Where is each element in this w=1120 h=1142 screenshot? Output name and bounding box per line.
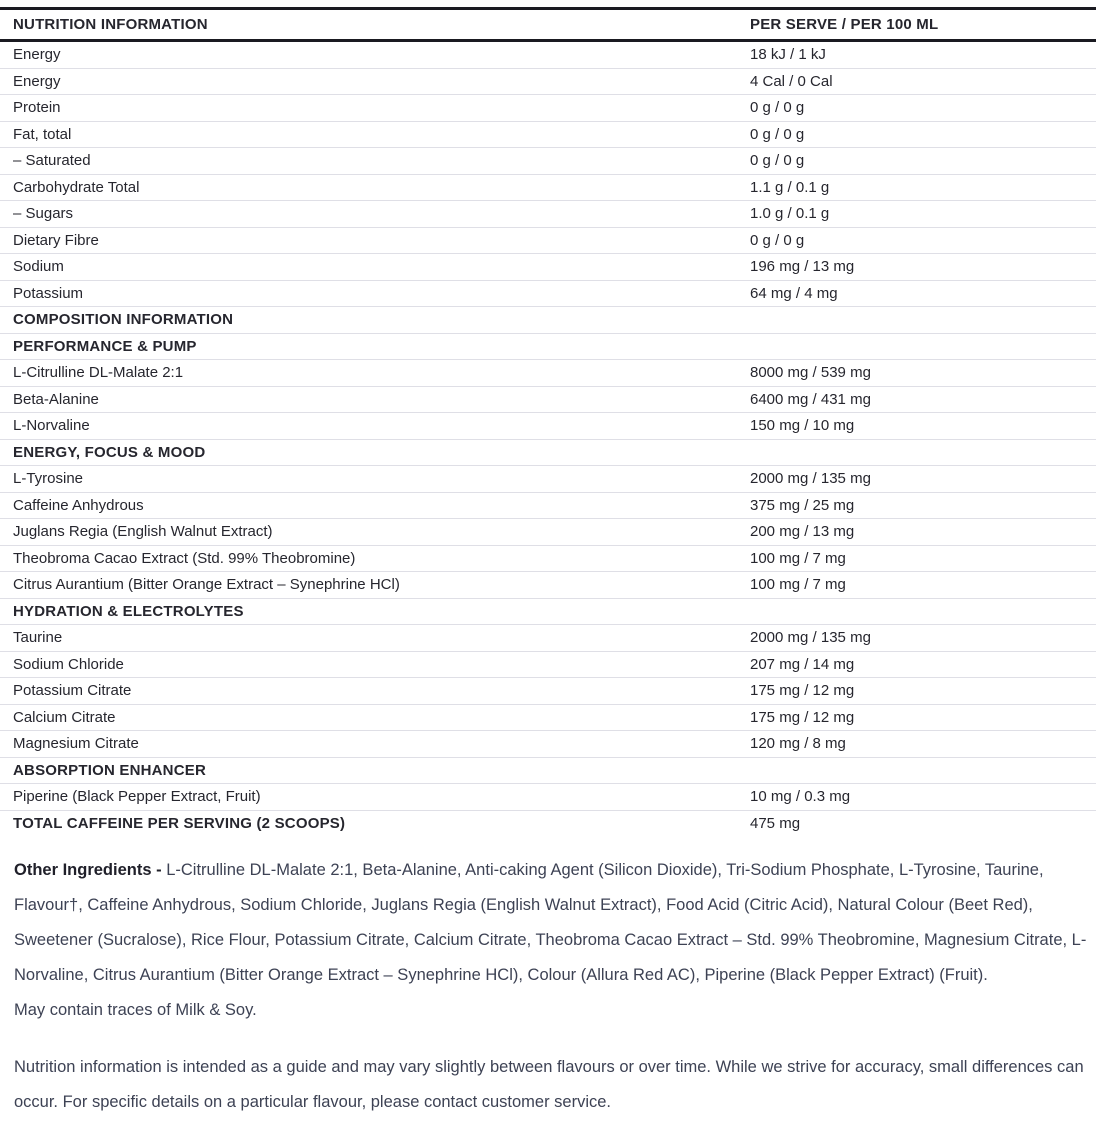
row-label: L-Norvaline <box>13 417 90 435</box>
row-label: Taurine <box>13 629 63 647</box>
row-label: Fat, total <box>13 125 72 143</box>
table-row <box>0 519 1096 546</box>
row-label: L-Citrulline DL-Malate 2:1 <box>13 364 184 382</box>
row-value: 200 mg / 13 mg <box>750 523 855 541</box>
row-value: 196 mg / 13 mg <box>750 258 855 276</box>
table-header-row <box>0 7 1096 42</box>
table-row <box>0 42 1096 69</box>
row-value: 100 mg / 7 mg <box>750 549 846 567</box>
row-label: Sodium Chloride <box>13 655 124 673</box>
row-value: 175 mg / 12 mg <box>750 682 855 700</box>
table-row <box>0 466 1096 493</box>
row-value: 64 mg / 4 mg <box>750 284 838 302</box>
row-value: 0 g / 0 g <box>750 231 805 249</box>
row-label: L-Tyrosine <box>13 470 84 488</box>
row-label: ABSORPTION ENHANCER <box>13 761 206 779</box>
table-row <box>0 360 1096 387</box>
may-contain-note: May contain traces of Milk & Soy. <box>14 1001 257 1019</box>
row-label: ENERGY, FOCUS & MOOD <box>13 443 206 461</box>
row-value: 475 mg <box>750 815 801 833</box>
disclaimer-note: Nutrition information is intended as a guide and may vary slightly between flavours or over time. While we strive for accuracy, small differences can occur. For specific details on a particular flavour, please contact customer service. <box>14 1058 1084 1111</box>
row-value: 2000 mg / 135 mg <box>750 629 871 647</box>
row-label: HYDRATION & ELECTROLYTES <box>13 602 244 620</box>
row-label: Energy <box>13 72 61 90</box>
table-row <box>0 705 1096 732</box>
row-label: Potassium <box>13 284 84 302</box>
row-label: Juglans Regia (English Walnut Extract) <box>13 523 273 541</box>
row-label: Beta-Alanine <box>13 390 99 408</box>
table-row <box>0 254 1096 281</box>
table-row <box>0 387 1096 414</box>
row-value: 18 kJ / 1 kJ <box>750 46 826 64</box>
row-value: 6400 mg / 431 mg <box>750 390 871 408</box>
table-row <box>0 546 1096 573</box>
row-value: 8000 mg / 539 mg <box>750 364 871 382</box>
row-label: – Sugars <box>13 205 74 223</box>
table-row <box>0 572 1096 599</box>
row-value: 100 mg / 7 mg <box>750 576 846 594</box>
section-header-row <box>0 334 1096 361</box>
table-row <box>0 493 1096 520</box>
row-value: 10 mg / 0.3 mg <box>750 788 851 806</box>
row-label: – Saturated <box>13 152 91 170</box>
table-row <box>0 281 1096 308</box>
table-row <box>0 811 1096 838</box>
table-header-per-serve-per-100ml: PER SERVE / PER 100 ML <box>750 16 939 33</box>
row-value: 4 Cal / 0 Cal <box>750 72 833 90</box>
nutrition-table <box>0 7 1096 837</box>
row-label: Theobroma Cacao Extract (Std. 99% Theobromine) <box>13 549 356 567</box>
section-header-row <box>0 758 1096 785</box>
other-ingredients-text: L-Citrulline DL-Malate 2:1, Beta-Alanine, Anti-caking Agent (Silicon Dioxide), Tri-Sodium Phosphate, L-Tyrosine, Taurine, Flavour†, Caffeine Anhydrous, Sodium Chloride, Juglans Regia (English Walnut Extract), Food Acid (Citric Acid), Natural Colour (Beet Red), Sweetener (Sucralose), Rice Flour, Potassium Citrate, Calcium Citrate, Theobroma Cacao Extract – Std. 99% Theobromine, Magnesium Citrate, L-Norvaline, Citrus Aurantium (Bitter Orange Extract – Synephrine HCl), Colour (Allura Red AC), Piperine (Black Pepper Extract) (Fruit). <box>14 861 1087 984</box>
row-label: Potassium Citrate <box>13 682 132 700</box>
table-header-nutrition-information: NUTRITION INFORMATION <box>13 16 208 33</box>
row-value: 2000 mg / 135 mg <box>750 470 871 488</box>
row-label: Dietary Fibre <box>13 231 99 249</box>
table-row <box>0 201 1096 228</box>
row-label: Sodium <box>13 258 64 276</box>
row-label: Calcium Citrate <box>13 708 116 726</box>
row-value: 375 mg / 25 mg <box>750 496 855 514</box>
row-label: TOTAL CAFFEINE PER SERVING (2 SCOOPS) <box>13 815 346 833</box>
table-row <box>0 122 1096 149</box>
row-label: Carbohydrate Total <box>13 178 140 196</box>
table-row <box>0 413 1096 440</box>
table-row <box>0 784 1096 811</box>
row-label: Protein <box>13 99 61 117</box>
table-row <box>0 731 1096 758</box>
table-row <box>0 175 1096 202</box>
table-row <box>0 148 1096 175</box>
row-label: PERFORMANCE & PUMP <box>13 337 197 355</box>
row-label: COMPOSITION INFORMATION <box>13 311 234 329</box>
row-label: Citrus Aurantium (Bitter Orange Extract – Synephrine HCl) <box>13 576 400 594</box>
table-row <box>0 625 1096 652</box>
row-label: Energy <box>13 46 61 64</box>
row-value: 1.1 g / 0.1 g <box>750 178 830 196</box>
nutrition-table-rows <box>0 42 1096 837</box>
row-label: Caffeine Anhydrous <box>13 496 144 514</box>
other-ingredients-paragraph <box>14 853 1100 993</box>
row-value: 207 mg / 14 mg <box>750 655 855 673</box>
row-value: 1.0 g / 0.1 g <box>750 205 830 223</box>
row-value: 0 g / 0 g <box>750 152 805 170</box>
table-row <box>0 652 1096 679</box>
row-label: Magnesium Citrate <box>13 735 139 753</box>
row-value: 150 mg / 10 mg <box>750 417 855 435</box>
table-row <box>0 69 1096 96</box>
row-value: 175 mg / 12 mg <box>750 708 855 726</box>
table-row <box>0 228 1096 255</box>
row-value: 120 mg / 8 mg <box>750 735 846 753</box>
section-header-row <box>0 599 1096 626</box>
section-header-row <box>0 307 1096 334</box>
table-row <box>0 95 1096 122</box>
table-row <box>0 678 1096 705</box>
other-ingredients-label: Other Ingredients - <box>14 861 162 879</box>
row-value: 0 g / 0 g <box>750 125 805 143</box>
row-label: Piperine (Black Pepper Extract, Fruit) <box>13 788 261 806</box>
section-header-row <box>0 440 1096 467</box>
row-value: 0 g / 0 g <box>750 99 805 117</box>
